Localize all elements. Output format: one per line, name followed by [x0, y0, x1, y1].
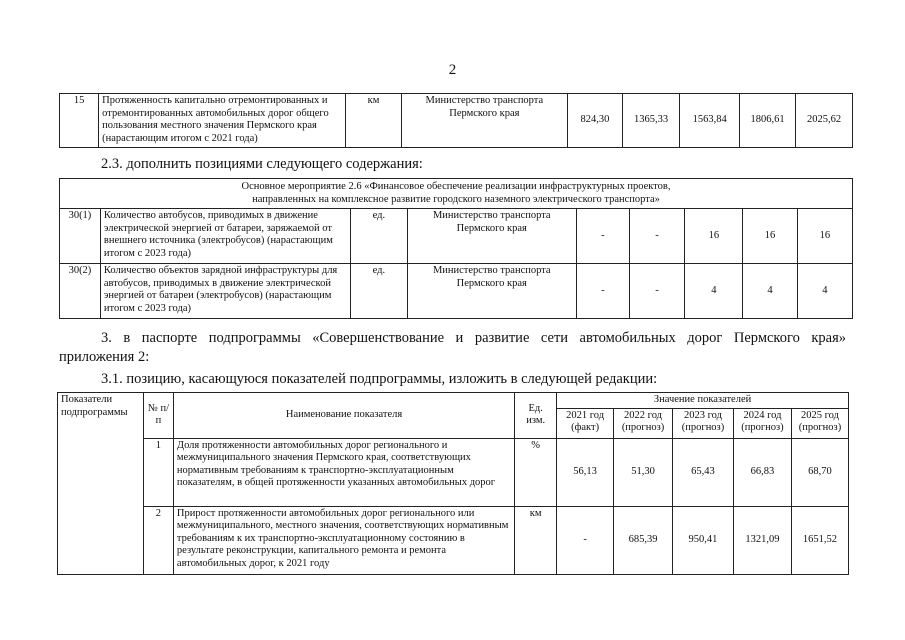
row-number: 30(2) [60, 264, 101, 319]
year-header: 2025 год (прогноз) [791, 408, 848, 438]
table-row [58, 506, 849, 574]
row-number: 15 [60, 94, 99, 148]
value-cell: 2025,62 [796, 94, 853, 148]
unit-cell: ед. [351, 264, 407, 319]
year-header: 2023 год (прогноз) [673, 408, 734, 438]
value-cell: 685,39 [614, 506, 673, 574]
paragraph-3-continued: приложения 2: [59, 349, 150, 365]
owner-cell: Министерство транспорта Пермского края [407, 209, 576, 264]
value-cell: 1651,52 [791, 506, 848, 574]
table-row [60, 209, 853, 264]
value-cell: 4 [743, 264, 797, 319]
indicators-column-header: Показатели подпрограммы [58, 393, 144, 575]
value-cell: 16 [797, 209, 852, 264]
page-number: 2 [448, 62, 457, 78]
indicator-name: Количество объектов зарядной инфраструктуры для автобусов, приводимых в движение электрической энергией от батареи (электробусов) (нарастающим итогом с 2023 года) [100, 264, 350, 319]
value-cell: 16 [685, 209, 743, 264]
unit-cell: км [346, 94, 401, 148]
owner-cell: Министерство транспорта Пермского края [401, 94, 568, 148]
value-cell: 1365,33 [622, 94, 680, 148]
indicator-name: Доля протяженности автомобильных дорог регионального и межмуниципального значения Пермского края, соответствующих нормативным требованиям к транспортно-эксплуатационным показателям, в общей протяженности указанных автомобильных дорог [173, 438, 514, 506]
name-column-header: Наименование показателя [173, 393, 514, 439]
paragraph-2-3: 2.3. дополнить позициями следующего содержания: [101, 156, 423, 172]
value-cell: 4 [797, 264, 852, 319]
indicator-name: Прирост протяженности автомобильных дорог регионального или межмуниципального, местного значения, соответствующих нормативным требованиям к их транспортно-эксплуатационному состоянию в результате реконструкции, капитального ремонта и ремонта автомобильных дорог, к 2021 году [173, 506, 514, 574]
value-cell: 1563,84 [680, 94, 740, 148]
value-cell: 1806,61 [740, 94, 796, 148]
value-cell: - [629, 264, 685, 319]
table-indicator-15 [59, 93, 853, 148]
value-cell: 1321,09 [733, 506, 791, 574]
value-cell: 56,13 [557, 438, 614, 506]
value-cell: 824,30 [568, 94, 623, 148]
year-header: 2022 год (прогноз) [614, 408, 673, 438]
table-header-row [58, 393, 849, 409]
table-row [58, 438, 849, 506]
number-column-header: № п/п [143, 393, 173, 439]
indicator-name: Протяженность капитально отремонтированных и отремонтированных автомобильных дорог общего пользования местного значения Пермского края (нарастающим итогом с 2021 года) [99, 94, 346, 148]
table-row [60, 94, 853, 148]
value-cell: 68,70 [791, 438, 848, 506]
table-subprogram-indicators [57, 392, 849, 575]
value-cell: 65,43 [673, 438, 734, 506]
row-number: 1 [143, 438, 173, 506]
value-cell: - [576, 209, 629, 264]
value-cell: 4 [685, 264, 743, 319]
unit-cell: ед. [351, 209, 407, 264]
indicator-name: Количество автобусов, приводимых в движение электрической энергией от батареи, заряжаемой от внешнего источника (электробусов) (нарастающим итогом с 2023 года) [100, 209, 350, 264]
row-number: 2 [143, 506, 173, 574]
measure-header: Основное мероприятие 2.6 «Финансовое обеспечение реализации инфраструктурных проектов, направленных на комплексное развитие городского наземного электрического транспорта» [60, 179, 853, 209]
paragraph-3-1: 3.1. позицию, касающуюся показателей подпрограммы, изложить в следующей редакции: [101, 371, 658, 387]
unit-column-header: Ед. изм. [515, 393, 557, 439]
value-cell: - [576, 264, 629, 319]
value-cell: - [557, 506, 614, 574]
values-column-header: Значение показателей [557, 393, 849, 409]
year-header: 2024 год (прогноз) [733, 408, 791, 438]
paragraph-3: 3. в паспорте подпрограммы «Совершенствование и развитие сети автомобильных дорог Пермского края» [101, 330, 846, 346]
value-cell: 66,83 [733, 438, 791, 506]
table-header-row [60, 179, 853, 209]
table-row [60, 264, 853, 319]
value-cell: - [629, 209, 685, 264]
value-cell: 950,41 [673, 506, 734, 574]
unit-cell: км [515, 506, 557, 574]
value-cell: 51,30 [614, 438, 673, 506]
year-header: 2021 год (факт) [557, 408, 614, 438]
unit-cell: % [515, 438, 557, 506]
row-number: 30(1) [60, 209, 101, 264]
value-cell: 16 [743, 209, 797, 264]
owner-cell: Министерство транспорта Пермского края [407, 264, 576, 319]
table-measure-2-6 [59, 178, 853, 319]
